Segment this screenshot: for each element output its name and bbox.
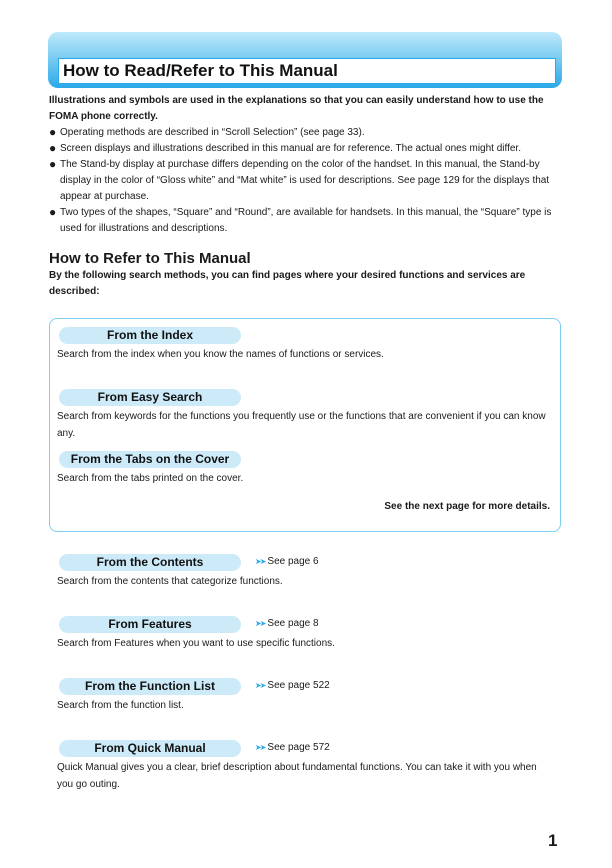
bullet-item [49, 205, 564, 237]
arrow-icon: ➤➤ [255, 681, 265, 690]
bullet-icon: ● [49, 125, 57, 139]
method-label-index: From the Index [59, 327, 241, 344]
bullet-item [49, 141, 564, 157]
method-label-easy-search: From Easy Search [59, 389, 241, 406]
page-reference-text: See page 572 [267, 742, 330, 753]
page-reference-text: See page 8 [267, 618, 319, 629]
method-label-tabs: From the Tabs on the Cover [59, 451, 241, 468]
method-desc-contents: Search from the contents that categorize functions. [57, 576, 283, 587]
method-label-contents: From the Contents [59, 554, 241, 571]
arrow-icon: ➤➤ [255, 557, 265, 566]
bullet-item [49, 125, 564, 141]
bullet-item [49, 157, 564, 205]
bullet-text: The Stand-by display at purchase differs depending on the color of the handset. In this manual, the Stand-by display in the color of “Gloss white” and “Mat white” is used for descriptions. See page 129 for the displays that appear at purchase. [60, 159, 550, 202]
bullet-text: Screen displays and illustrations described in this manual are for reference. The actual ones might differ. [60, 143, 521, 154]
more-details-note: See the next page for more details. [384, 501, 550, 512]
arrow-icon: ➤➤ [255, 619, 265, 628]
page-reference-text: See page 522 [267, 680, 330, 691]
intro-section [49, 93, 564, 237]
bullet-icon: ● [49, 141, 57, 155]
bullet-icon: ● [49, 205, 57, 219]
method-desc-tabs: Search from the tabs printed on the cover. [57, 473, 244, 484]
bullet-text: Two types of the shapes, “Square” and “Round”, are available for handsets. In this manual, the “Square” type is used for illustrations and descriptions. [60, 207, 552, 234]
method-desc-easy-search: Search from keywords for the functions you frequently use or the functions that are convenient if you can know any. [57, 411, 546, 439]
page-reference[interactable] [255, 615, 319, 632]
section-heading: How to Refer to This Manual [49, 250, 251, 267]
method-desc-quick-manual: Quick Manual gives you a clear, brief description about fundamental functions. You can take it with you when you go outing. [57, 762, 537, 790]
arrow-icon: ➤➤ [255, 743, 265, 752]
title-box [58, 58, 556, 84]
method-desc-function-list: Search from the function list. [57, 700, 184, 711]
method-desc-features: Search from Features when you want to use specific functions. [57, 638, 335, 649]
method-label-features: From Features [59, 616, 241, 633]
method-desc-index: Search from the index when you know the names of functions or services. [57, 349, 384, 360]
bullet-text: Operating methods are described in “Scroll Selection” (see page 33). [60, 127, 365, 138]
page-reference[interactable] [255, 677, 330, 694]
intro-lead: Illustrations and symbols are used in the explanations so that you can easily understand how to use the FOMA phone correctly. [49, 95, 544, 122]
page-title: How to Read/Refer to This Manual [63, 61, 338, 80]
page-reference[interactable] [255, 739, 330, 756]
method-label-quick-manual: From Quick Manual [59, 740, 241, 757]
method-label-function-list: From the Function List [59, 678, 241, 695]
page-reference-text: See page 6 [267, 556, 319, 567]
page-number: 1 [548, 831, 558, 850]
bullet-icon: ● [49, 157, 57, 171]
section-subheading: By the following search methods, you can find pages where your desired functions and services are described: [49, 270, 526, 297]
page-reference[interactable] [255, 553, 319, 570]
